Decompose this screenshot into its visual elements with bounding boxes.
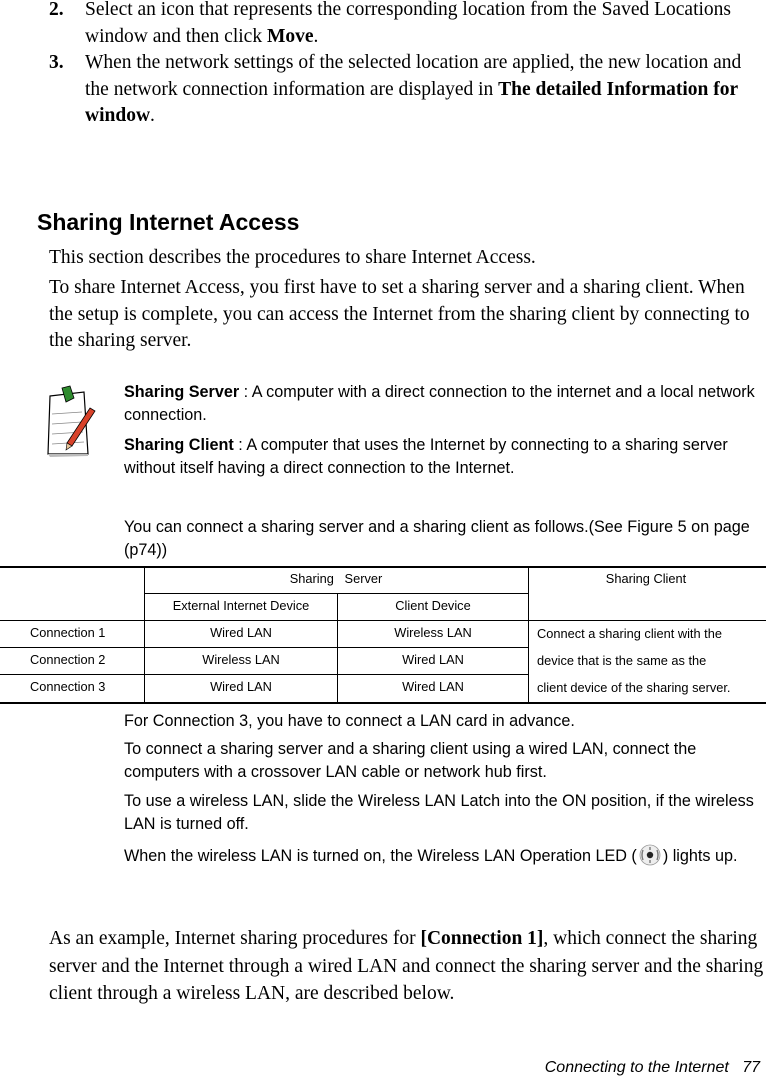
footer-title: Connecting to the Internet (544, 1059, 729, 1076)
row-label: Connection 2 (30, 652, 106, 667)
wireless-led-icon (638, 843, 662, 867)
row-external: Wired LAN (210, 679, 272, 694)
step-number: 3. (49, 52, 64, 73)
move-command: Move (266, 25, 314, 47)
term-sharing-client: Sharing Client (124, 436, 234, 454)
step-number: 2. (49, 0, 64, 20)
memo-pencil-icon (44, 384, 96, 458)
row-client: Wired LAN (402, 679, 464, 694)
step-2 (49, 0, 761, 50)
row-client: Wired LAN (402, 652, 464, 667)
sharing-client-note: Sharing Client : A computer that uses the Internet by connecting to a sharing server without itself having a direct connection to the Internet. (124, 436, 728, 477)
example-paragraph: As an example, Internet sharing procedures for [Connection 1], which connect the sharing server and the Internet through a wired LAN and connect the sharing server and the sharing client through a wireless LAN, are described below. (49, 928, 764, 1004)
term-sharing-server: Sharing Server (124, 383, 240, 401)
sharing-server-note: Sharing Server : A computer with a direct connection to the internet and a local network connection. (124, 383, 755, 424)
row-label: Connection 1 (30, 625, 106, 640)
page-footer (545, 1059, 760, 1077)
setup-paragraph: To share Internet Access, you first have to set a sharing server and a sharing client. When the setup is complete, you can access the Internet from the sharing client by connecting to the sharing server. (49, 277, 750, 351)
header-sharing-client: Sharing Client (605, 571, 687, 586)
step-text: Select an icon that represents the corresponding location from the Saved Locations window and then click Move. (85, 0, 732, 47)
step-text: When the network settings of the selected location are applied, the new location and the network connection information are displayed in The detailed Information for window. (85, 52, 742, 126)
subheader-external-device: External Internet Device (172, 598, 310, 613)
connection-1-ref: [Connection 1] (420, 928, 544, 949)
connection-3-note: For Connection 3, you have to connect a LAN card in advance. (124, 712, 575, 730)
header-sharing-server: Sharing Server (289, 571, 383, 586)
intro-paragraph: This section describes the procedures to share Internet Access. (49, 247, 536, 268)
row-external: Wired LAN (210, 625, 272, 640)
step-3 (49, 50, 761, 130)
client-note-line: device that is the same as the (537, 653, 707, 668)
row-client: Wireless LAN (394, 625, 472, 640)
connect-info-note: You can connect a sharing server and a sharing client as follows.(See Figure 5 on page (p74)) (124, 518, 750, 559)
wireless-latch-note: To use a wireless LAN, slide the Wireless LAN Latch into the ON position, if the wireless LAN is turned off. (124, 792, 754, 833)
window-name: The detailed Information for window (85, 78, 738, 126)
section-heading: Sharing Internet Access (37, 209, 300, 235)
wireless-led-note: When the wireless LAN is turned on, the Wireless LAN Operation LED ( ) lights up. (124, 843, 764, 868)
page-number: 77 (742, 1059, 760, 1076)
row-label: Connection 3 (30, 679, 106, 694)
connection-table (0, 566, 766, 706)
client-note-line: client device of the sharing server. (537, 680, 731, 695)
wired-lan-note: To connect a sharing server and a sharing client using a wired LAN, connect the computers with a crossover LAN cable or network hub first. (124, 740, 697, 781)
subheader-client-device: Client Device (395, 598, 471, 613)
row-external: Wireless LAN (202, 652, 280, 667)
client-note-line: Connect a sharing client with the (537, 626, 722, 641)
